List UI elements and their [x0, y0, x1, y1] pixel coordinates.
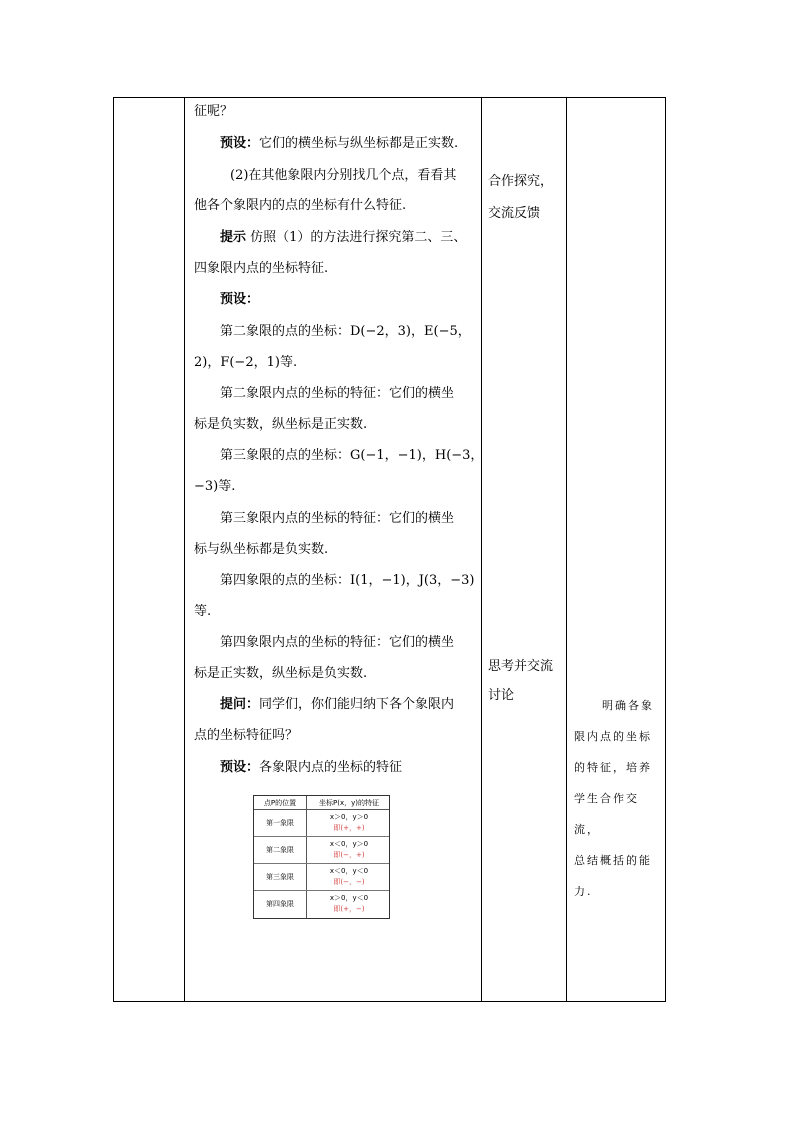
quadrant-feature-table	[253, 795, 390, 919]
row-position: 第一象限	[266, 819, 294, 827]
design-intent	[574, 690, 660, 907]
row-position: 第四象限	[266, 900, 294, 908]
table-row	[254, 890, 389, 917]
content-line: 第三象限的点的坐标：G(−1，−1)，H(−3，	[220, 448, 484, 463]
row-sign: 即(+，−)	[333, 905, 365, 913]
content-line: 提示 仿照（1）的方法进行探究第二、三、	[220, 230, 467, 245]
content-line: 第二象限的点的坐标：D(−2，3)，E(−5，	[220, 324, 471, 339]
content-line: 标是负实数，纵坐标是正实数.	[194, 417, 368, 432]
intent-line: 限内点的坐标	[574, 730, 652, 743]
activity-line: 合作探究，	[488, 174, 554, 189]
intent-line: 总结概括的能	[574, 854, 652, 867]
header-position: 点P的位置	[263, 799, 297, 807]
content-line: (2)在其他象限内分别找几个点，看看其	[230, 168, 457, 183]
intent-line: 学生合作交流，	[574, 792, 639, 836]
intent-line: 的特征，培养	[574, 761, 652, 774]
row-position: 第二象限	[266, 846, 294, 854]
content-line: 第四象限内点的坐标的特征：它们的横坐	[220, 635, 455, 650]
content-line: 第四象限的点的坐标：I(1，−1)，J(3，−3)	[220, 573, 475, 588]
row-sign: 即(−，−)	[333, 878, 365, 886]
content-line: 第二象限内点的坐标的特征：它们的横坐	[220, 386, 455, 401]
activity-line: 讨论	[488, 688, 515, 703]
content-line: 预设：它们的横坐标与纵坐标都是正实数.	[220, 136, 459, 151]
table-row	[254, 836, 389, 864]
student-activity-1	[488, 172, 564, 224]
column-divider-2	[481, 97, 482, 1002]
table-row	[254, 809, 389, 837]
row-condition: x＜0，y＜0	[329, 867, 369, 875]
content-line: 征呢？	[194, 104, 234, 119]
content-line: 他各个象限内的点的坐标有什么特征.	[194, 198, 407, 213]
row-sign: 即(−，+)	[333, 851, 365, 859]
table-header	[254, 796, 389, 810]
row-condition: x＞0，y＞0	[329, 813, 369, 821]
column-divider-1	[184, 97, 185, 1002]
row-sign: 即(+，+)	[333, 824, 365, 832]
content-line: 四象限内点的坐标特征.	[194, 261, 329, 276]
content-line: 预设：各象限内点的坐标的特征	[220, 760, 403, 775]
content-line: 标与纵坐标都是负实数.	[194, 542, 329, 557]
content-line: 第三象限内点的坐标的特征：它们的横坐	[220, 511, 455, 526]
row-position: 第三象限	[266, 873, 294, 881]
activity-line: 交流反馈	[488, 206, 541, 221]
row-condition: x＜0，y＞0	[329, 840, 369, 848]
row-condition: x＞0，y＜0	[329, 894, 369, 902]
student-activity-2	[488, 657, 564, 706]
column-divider-3	[566, 97, 567, 1002]
header-feature: 坐标P(x，y)的特征	[319, 799, 379, 807]
content-line: −3)等.	[194, 479, 236, 494]
table-row	[254, 863, 389, 891]
content-line: 2)，F(−2，1)等.	[194, 355, 298, 370]
content-line: 预设：	[220, 292, 260, 307]
activity-line: 思考并交流	[488, 659, 554, 674]
content-line: 标是正实数，纵坐标是负实数.	[194, 666, 368, 681]
content-line: 等.	[194, 604, 212, 619]
intent-line: 力.	[574, 885, 593, 898]
content-line: 提问：同学们，你们能归纳下各个象限内	[220, 697, 455, 712]
intent-line: 明确各象	[602, 699, 654, 712]
content-line: 点的坐标特征吗？	[194, 728, 299, 743]
